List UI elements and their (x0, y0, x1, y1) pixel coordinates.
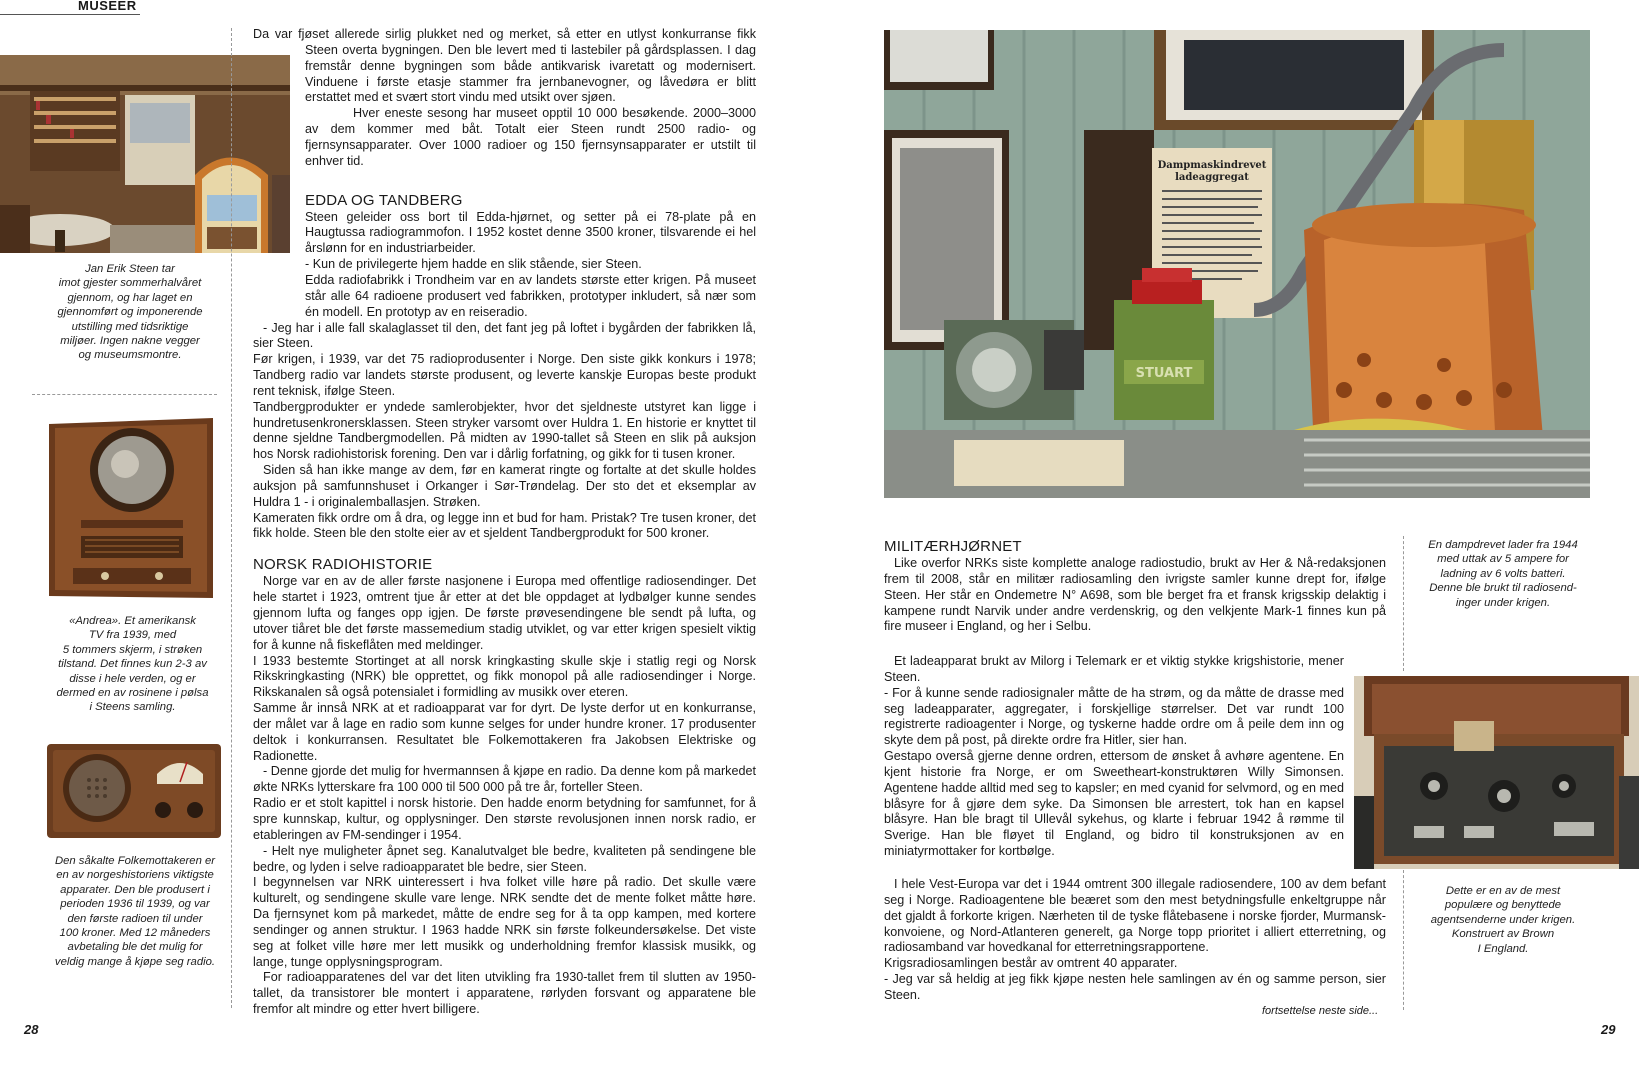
edda-paragraph: Før krigen, i 1939, var det 75 radioprodusenter i Norge. Den siste gikk konkurs i 1978; Tandberg radio var landets største produsent, og leverte kanskje Europas beste produkt rent teknisk, ifølge Steen. (253, 352, 756, 398)
caption-line: «Andrea». Et amerikansk (69, 615, 196, 627)
caption-line: med uttak av 5 ampere for (1437, 553, 1569, 566)
radiohistorie-heading: NORSK RADIOHISTORIE (253, 556, 433, 574)
caption-line: gjennom, og har laget en (67, 291, 193, 304)
caption-line: en av norgeshistoriens viktigste (56, 869, 214, 882)
militaer-block-3 (884, 877, 1386, 1004)
caption-divider (32, 394, 217, 395)
caption-line: gjennomført og imponerende (57, 306, 203, 319)
militaer-paragraph: Gestapo overså gjerne denne ordren, ettersom de ønsket å avhøre agentene. En kjent historie fra Norge, er om Sweetheart-konstruktøren Willy Simonsen. Agentene hadde alltid med seg to kapsler; en med cyanid for selvmord, og en med blåsyre for å gjøre dem syke. Da Simonsen ble arrestert, tok han en kapsel blåsyre. Han ble bragt til Ullevål sykehus, og klarte i februar 1942 å rømme til Sverige. Han ble fløyet til England, og bidro til konstruksjonen av en miniatyrmottaker for kortbølge. (884, 749, 1344, 859)
page-number-right: 29 (1601, 1022, 1616, 1037)
edda-paragraph: - Kun de privilegerte hjem hadde en slik stående, sier Steen. (305, 257, 642, 272)
sign-title-line2: ladeaggregat (1175, 172, 1249, 183)
caption-line: avbetaling ble det mulig for (67, 941, 203, 954)
radiohistorie-paragraph: I 1933 bestemte Stortinget at all norsk kringkasting skulle skje i statlig regi og Norsk Rikskringkasting (NRK) ble opprettet, og fikk monopol på alle radiosendinger i Norge. Rikskanalen så også potensialet i formidling av musikk over eteren. (253, 653, 756, 700)
caption-line: og museumsmontre. (78, 349, 182, 362)
edda-paragraph: Tandbergprodukter er yndede samlerobjekter, hvor det sjeldneste utstyret kan ligge i hundretusenkronersklassen. Steen stryker varsomt over Huldra 1. En historie er knyttet til denne sjeldne Tandbergmodellen. På midten av 1990-tallet så Steen en slik på auksjon hos Norsk radiohistorisk forening. Den var i dårlig forfatning, og gikk for ti tusen kroner. (253, 399, 756, 462)
page-number-left: 28 (24, 1022, 39, 1037)
intro-paragraph: Hver eneste sesong har museet opptil 10 000 besøkende. 2000–3000 av dem kommer med båt. Totalt eier Steen rundt 2500 radio- og fjernsynsapparater. Over 1000 radioer og 150 fjernsynsapparater er utstilt til enhver tid. (305, 106, 756, 168)
caption-line: TV fra 1939, med (88, 629, 177, 642)
engine-plate: STUART (1135, 366, 1193, 381)
caption-line: utstilling med tidsriktige (71, 320, 189, 333)
caption-line: perioden 1936 til 1939, og var (60, 898, 210, 911)
radiohistorie-paragraph: I begynnelsen var NRK uinteressert i hva folket ville høre på radio. Det skulle være kulturelt, og sendingene skulle vare lenge. NRK sendte det de mente folket måtte høre. Da fjernsynet kom på markedet, måtte de endre seg for å ta opp kampen, med kortere sendinger og annen struktur. I 1963 hadde NRK sin første folkeundersøkelse. Det viste seg at folket ville høre mer lett musikk og underholdning fremfor klassisk musikk, og lange, tunge opplysningsprogram. (253, 875, 756, 969)
caption-line: Denne ble brukt til radiosend- (1429, 582, 1577, 595)
caption-line: i Steens samling. (89, 701, 176, 714)
section-label: MUSEER (78, 0, 137, 13)
caption-line: 100 kroner. Med 12 måneders (59, 927, 211, 940)
caption-line: veldig mange å kjøpe seg radio. (54, 955, 216, 968)
intro-paragraph: Da var fjøset allerede sirlig plukket ned og merket, så etter en utlyst konkurranse fikk Steen overta bygningen. Den ble levert med ti lastebiler på gårdsplassen. I dag fremstår denne bygningen som både antikvarisk ivaretatt og modernisert. Vinduene i første etasje stammer fra jernbanevogner, og låvedøra er blitt erstattet med et svært stort vindu med utsikt over sjøen. (253, 27, 756, 105)
caption-line: tilstand. Det finnes kun 2-3 av (58, 658, 207, 671)
edda-paragraph: Kameraten fikk ordre om å dra, og legge inn et bud for ham. Pristak? Tre tusen kroner, det fikk holde. Steen ble den stolte eier av et sjeldent Tandbergprodukt for 500 kroner. (253, 510, 756, 541)
militaer-paragraph: Et ladeapparat brukt av Milorg i Telemark er et viktig stykke krigshistorie, mener Steen. (884, 654, 1344, 684)
left-article-column (253, 27, 756, 1018)
continue-note: fortsettelse neste side... (1262, 1005, 1379, 1017)
steam-caption (1403, 538, 1603, 610)
photo3-caption (40, 854, 230, 969)
caption-line: inger under krigen. (1455, 596, 1551, 609)
radiohistorie-paragraph: - Helt nye muligheter åpnet seg. Kanalutvalget ble bedre, kvaliteten på sendingene ble bedre, og lyden i selve radioapparatet ble bedre, sier Steen. (253, 843, 756, 874)
caption-line: populære og benyttede (1444, 899, 1562, 912)
caption-line: agentsenderne under krigen. (1430, 913, 1576, 926)
folkemottakeren-photo (45, 740, 223, 840)
militaer-paragraph: - For å kunne sende radiosignaler måtte de ha strøm, og da måtte de drasse med seg ladeapparater, aggregater, i forskjellige størrelser. Det var rundt 100 registrerte radioagenter i Norge, og tyskerne hadde ordre om å peile dem inn og skyte dem på post, på direkte ordre fra Hitler, sier han. (884, 685, 1344, 748)
museum-interior-photo (0, 55, 290, 253)
radiohistorie-paragraph: Samme år innså NRK at et radioapparat var for dyrt. De lyste derfor ut en konkurranse, der målet var å lage en radio som kunne selges for under hundre kroner. 17 produsenter deltok i konkurransen. Resultatet ble Folkemottakeren fra Jakobsen Elektriske og Radionette. (253, 701, 756, 763)
militaer-block-2 (884, 654, 1344, 860)
caption-line: apparater. Den ble produsert i (60, 883, 210, 896)
caption-line: miljøer. Ingen nakne vegger (60, 335, 200, 348)
caption-line: imot gjester sommerhalvåret (58, 277, 202, 290)
caption-line: disse i hele verden, og er (69, 672, 196, 685)
andrea-tv-photo (45, 412, 217, 602)
caption-line: Jan Erik Steen tar (85, 263, 175, 275)
edda-paragraph: Siden så han ikke mange av dem, før en kamerat ringte og fortalte at det skulle holdes auksjon på samfunnshuset i Orkanger i Sør-Trøndelag. Der sto det et eksemplar av Huldra 1 - i originalemballasjen. Strøken. (253, 463, 756, 509)
edda-paragraph: Steen geleider oss bort til Edda-hjørnet, og setter på ei 78-plate på en Haugtussa radiogrammofon. I 1952 kostet denne 3500 kroner, tilsvarende ei hel årslønn for en industriarbeider. (305, 209, 756, 256)
photo2-caption (40, 614, 225, 715)
caption-line: dermed en av rosinene i pølsa (56, 687, 209, 700)
header-rule (0, 14, 140, 15)
caption-line: Dette er en av de mest (1445, 885, 1561, 897)
caption-line: En dampdrevet lader fra 1944 (1428, 539, 1578, 551)
militaer-paragraph: I hele Vest-Europa var det i 1944 omtrent 300 illegale radiosendere, 100 av dem befant seg i Norge. Radioagentene ble beæret som den mest betydningsfulle enkeltgruppe når det gjaldt å forkorte krigen. Nærheten til de tyske flåtebasene i norske fjorder, Murmansk-konvoiene, og Nord-Atlanteren generelt, ga Norge topp prioritet i alliert etterretning, og radiosamband var hovedkanal for etterretningsrapportene. (884, 877, 1386, 955)
caption-line: I England. (1477, 942, 1529, 955)
caption-line: den første radioen til under (67, 912, 203, 925)
agent-radio-photo (1354, 676, 1639, 869)
militaer-paragraph: Like overfor NRKs siste komplette analoge radiostudio, brukt av Her & Nå-redaksjonen frem til 2008, står en militær radiosamling den ivrigste samler kunne drept for, ifølge Steen. Her står en Ondemetre N° A698, som ble berget fra et fransk krigsskip delaktig i kampene rundt Narvik under andre verdenskrig, og den velkjente Mark-1 finnes kun på fire museer i England, og her i Selbu. (884, 556, 1386, 634)
caption-line: Konstruert av Brown (1451, 928, 1555, 941)
sign-title: Dampmaskindrevet (1157, 160, 1267, 171)
edda-paragraph: Edda radiofabrikk i Trondheim var en av landets største etter krigen. På museet står alle 64 radioene produsert ved fabrikken, prototyper inkludert, så nær som én modell. En prototyp av en reiseradio. (305, 272, 756, 319)
militaer-paragraph: Krigsradiosamlingen består av omtrent 40 apparater. (884, 956, 1178, 971)
radiohistorie-paragraph: Norge var en av de aller første nasjonene i Europa med offentlige radiosendinger. Det hele startet i 1923, omtrent tjue år etter at det ble oppdaget at lydbølger kunne sendes gjennom lufta og fanges opp igjen. De første prøvesendingene ble sendt på lufta, og utover tiåret ble det første massemedium stadig utviklet, og var etter krigen spesielt viktig for å kunne nå fiskeflåten med meldinger. (253, 574, 756, 652)
radiohistorie-paragraph: For radioapparatenes del var det liten utvikling fra 1930-tallet frem til slutten av 1950-tallet, da transistorer ble montert i apparatene, rørlyden forsvant og apparatene ble fremfor alt mindre og etter hvert billigere. (253, 970, 756, 1017)
militaer-paragraph: - Jeg var så heldig at jeg fikk kjøpe nesten hele samlingen av én og samme person, sier Steen. (884, 972, 1386, 1002)
caption-line: ladning av 6 volts batteri. (1440, 567, 1566, 580)
column-divider (231, 28, 232, 1008)
agent-caption (1403, 884, 1603, 956)
steam-charger-photo (884, 30, 1590, 498)
caption-line: 5 tommers skjerm, i strøken (62, 643, 203, 656)
caption-line: Den såkalte Folkemottakeren er (54, 855, 216, 867)
photo1-caption (40, 262, 220, 363)
radiohistorie-paragraph: - Denne gjorde det mulig for hvermannsen å kjøpe en radio. Da denne kom på markedet økte NRKs lytterskare fra 100 000 til 500 000 på tre år, forteller Steen. (253, 764, 756, 795)
edda-paragraph: - Jeg har i alle fall skalaglasset til den, det fant jeg på loftet i bygården der fabrikken lå, sier Steen. (253, 320, 756, 351)
militaer-heading: MILITÆRHJØRNET (884, 538, 1022, 555)
militaer-block-1 (884, 538, 1386, 635)
radiohistorie-paragraph: Radio er et stolt kapittel i norsk historie. Den hadde enorm betydning for samfunnet, for å spre kunnskap, kultur, og opplysninger. Den største revolusjonen innen norsk radio, er etableringen av FM-sendinger i 1954. (253, 796, 756, 842)
edda-heading: EDDA OG TANDBERG (305, 191, 463, 209)
right-column-divider (1403, 536, 1404, 671)
